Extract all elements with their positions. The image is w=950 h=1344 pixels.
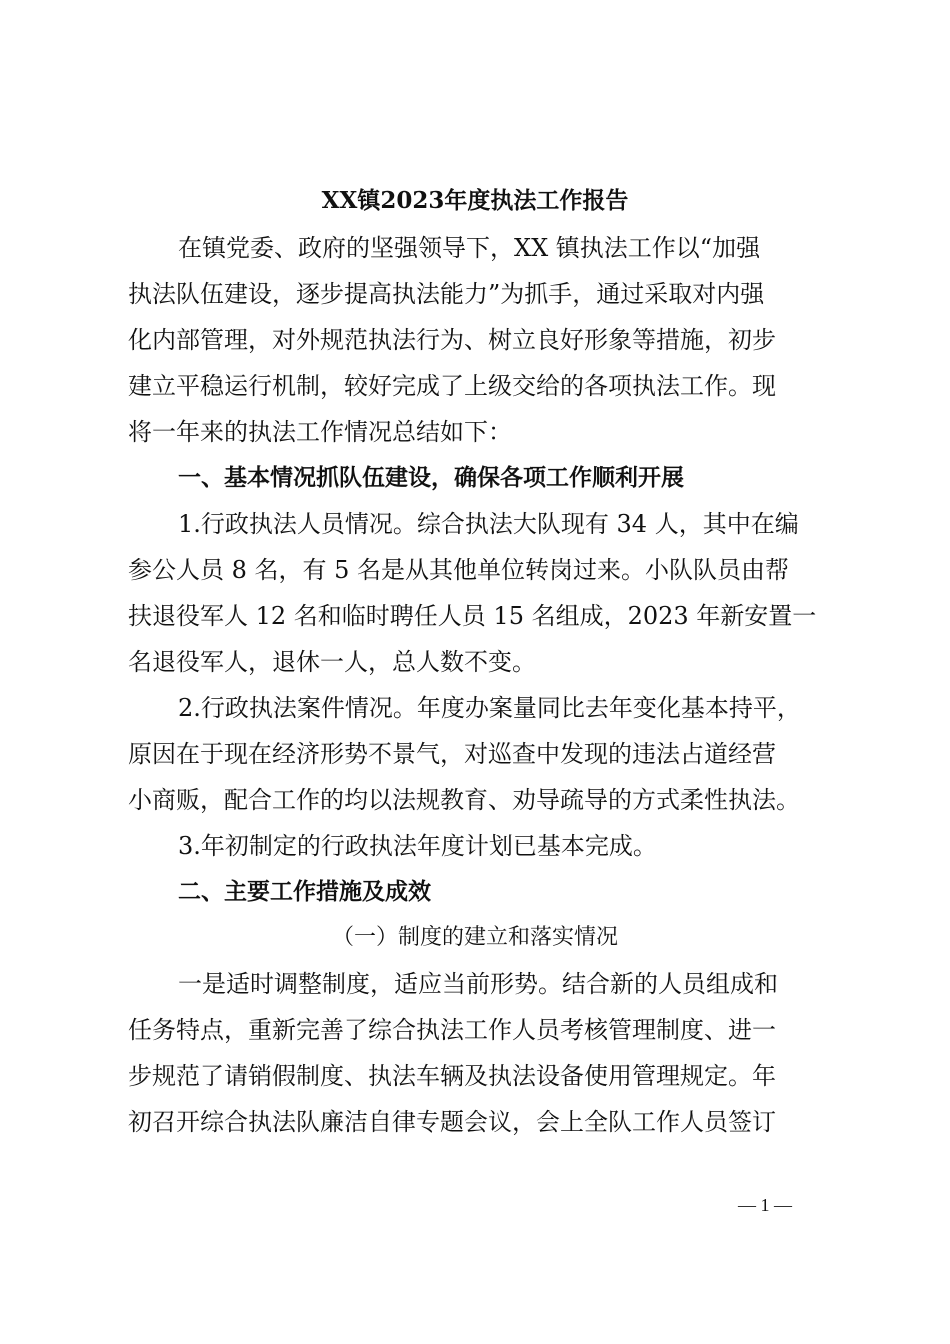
section-1-heading: 一、基本情况抓队伍建设，确保各项工作顺利开展: [178, 465, 684, 491]
item-3-line: 3.年初制定的行政执法年度计划已基本完成。: [178, 832, 657, 860]
item-2-line-1: 2.行政执法案件情况。年度办案量同比去年变化基本持平，: [178, 694, 801, 722]
paragraph-line-3: 步规范了请销假制度、执法车辆及执法设备使用管理规定。年: [128, 1062, 776, 1090]
intro-line-3: 化内部管理，对外规范执法行为、树立良好形象等措施，初步: [128, 326, 776, 354]
paragraph-line-1: 一是适时调整制度，适应当前形势。结合新的人员组成和: [178, 970, 778, 998]
intro-line-5: 将一年来的执法工作情况总结如下：: [128, 418, 512, 446]
intro-line-4: 建立平稳运行机制，较好完成了上级交给的各项执法工作。现: [128, 372, 776, 400]
paragraph-line-4: 初召开综合执法队廉洁自律专题会议，会上全队工作人员签订: [128, 1108, 776, 1136]
item-1-line-1: 1.行政执法人员情况。综合执法大队现有 34 人，其中在编: [178, 510, 799, 538]
item-2-line-3: 小商贩，配合工作的均以法规教育、劝导疏导的方式柔性执法。: [128, 786, 800, 814]
paragraph-line-2: 任务特点，重新完善了综合执法工作人员考核管理制度、进一: [128, 1016, 776, 1044]
item-1-line-4: 名退役军人，退休一人，总人数不变。: [128, 648, 536, 676]
intro-line-2: 执法队伍建设，逐步提高执法能力”为抓手，通过采取对内强: [128, 280, 765, 308]
intro-line-1: 在镇党委、政府的坚强领导下，XX 镇执法工作以“加强: [178, 234, 761, 262]
page-number: — 1 —: [738, 1195, 792, 1215]
item-2-line-2: 原因在于现在经济形势不景气，对巡查中发现的违法占道经营: [128, 740, 776, 768]
item-1-line-3: 扶退役军人 12 名和临时聘任人员 15 名组成，2023 年新安置一: [128, 602, 817, 630]
item-1-line-2: 参公人员 8 名，有 5 名是从其他单位转岗过来。小队队员由帮: [128, 556, 790, 584]
document-title: XX镇2023年度执法工作报告: [321, 187, 629, 214]
subsection-1-heading: （一）制度的建立和落实情况: [331, 925, 618, 950]
section-2-heading: 二、主要工作措施及成效: [178, 879, 431, 905]
